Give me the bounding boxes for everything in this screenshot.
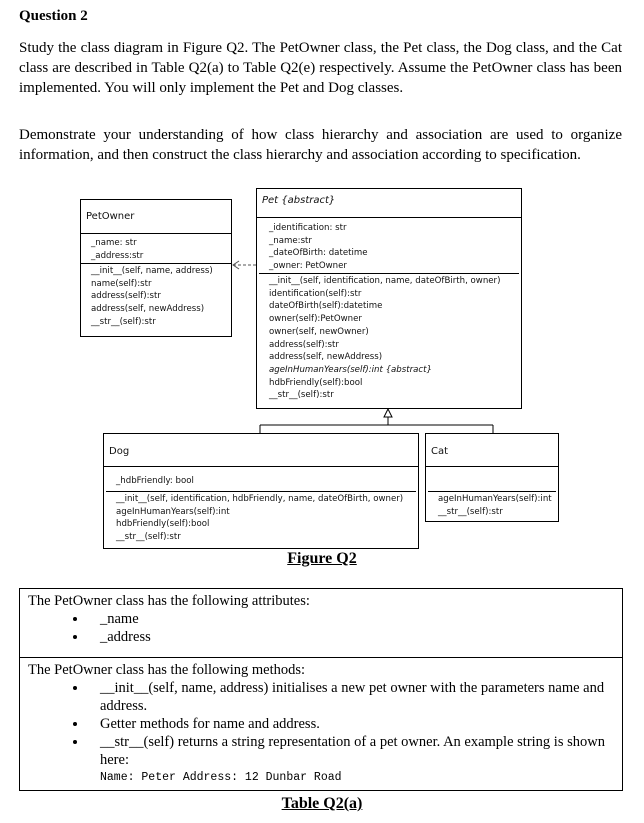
table-caption: Table Q2(a) [281, 795, 363, 812]
class-name: Dog [109, 446, 130, 457]
class-name: PetOwner [86, 211, 135, 222]
list-item: • _name [88, 610, 614, 628]
example-string: Name: Peter Address: 12 Dunbar Road [100, 771, 342, 784]
list-item: • Getter methods for name and address. [88, 715, 614, 733]
figure-caption: Figure Q2 [287, 550, 357, 567]
paragraph-task: Demonstrate your understanding of how class hierarchy and association are used to organize information, and then construct the class hierarchy and association according to specification. [19, 127, 622, 163]
list-item: • __str__(self) returns a string representation of a pet owner. An example string is shown here: [88, 733, 614, 769]
inheritance-connector-icon [255, 407, 500, 435]
class-pet [256, 188, 522, 409]
attributes: _identification: str _name:str _dateOfBirth: datetime _owner: PetOwner [269, 223, 368, 272]
class-cat [425, 433, 559, 522]
attributes: _hdbFriendly: bool [116, 476, 194, 486]
methods-cell: The PetOwner class has the following methods: • __init__(self, name, address) initialises a new pet owner with the parameters name and address. • Getter methods for name and address. • __str__(self) returns a string representation of a pet owner. An example string is shown here: Name: Peter Address: 12 Dunbar Road [20, 658, 623, 791]
attributes-cell: The PetOwner class has the following attributes: • _name • _address [20, 589, 623, 658]
attributes: _name: str _address:str [91, 238, 144, 261]
list-item: • _address [88, 628, 614, 646]
class-name: Pet {abstract} [262, 195, 336, 206]
class-dog [103, 433, 419, 549]
table-row [20, 658, 623, 791]
methods: __init__(self, identification, name, dateOfBirth, owner) identification(self):str dateOfBirth(self):datetime owner(self):PetOwner owner(self, newOwner) address(self):str address(self, newAddress) ageInHumanYears(self):int {abstract} hdbFriendly(self):bool __str__(self):str [269, 276, 501, 401]
methods: ageInHumanYears(self):int __str__(self):str [438, 494, 552, 517]
question-title: Question 2 [19, 8, 88, 24]
table-row [20, 589, 623, 658]
petowner-table [19, 588, 623, 791]
class-name: Cat [431, 446, 449, 457]
association-arrow-icon [230, 258, 258, 272]
class-petowner [80, 199, 232, 337]
methods: __init__(self, name, address) name(self):str address(self):str address(self, newAddress) __str__(self):str [91, 266, 213, 327]
methods: __init__(self, identification, hdbFriendly, name, dateOfBirth, owner) ageInHumanYears(self):int hdbFriendly(self):bool __str__(self):str [116, 494, 404, 543]
paragraph-intro: Study the class diagram in Figure Q2. The PetOwner class, the Pet class, the Dog class, and the Cat class are described in Table Q2(a) to Table Q2(e) respectively. Assume the PetOwner class has been implemented. You will only implement the Pet and Dog classes. [19, 40, 622, 96]
list-item: • __init__(self, name, address) initialises a new pet owner with the parameters name and address. [88, 679, 614, 715]
